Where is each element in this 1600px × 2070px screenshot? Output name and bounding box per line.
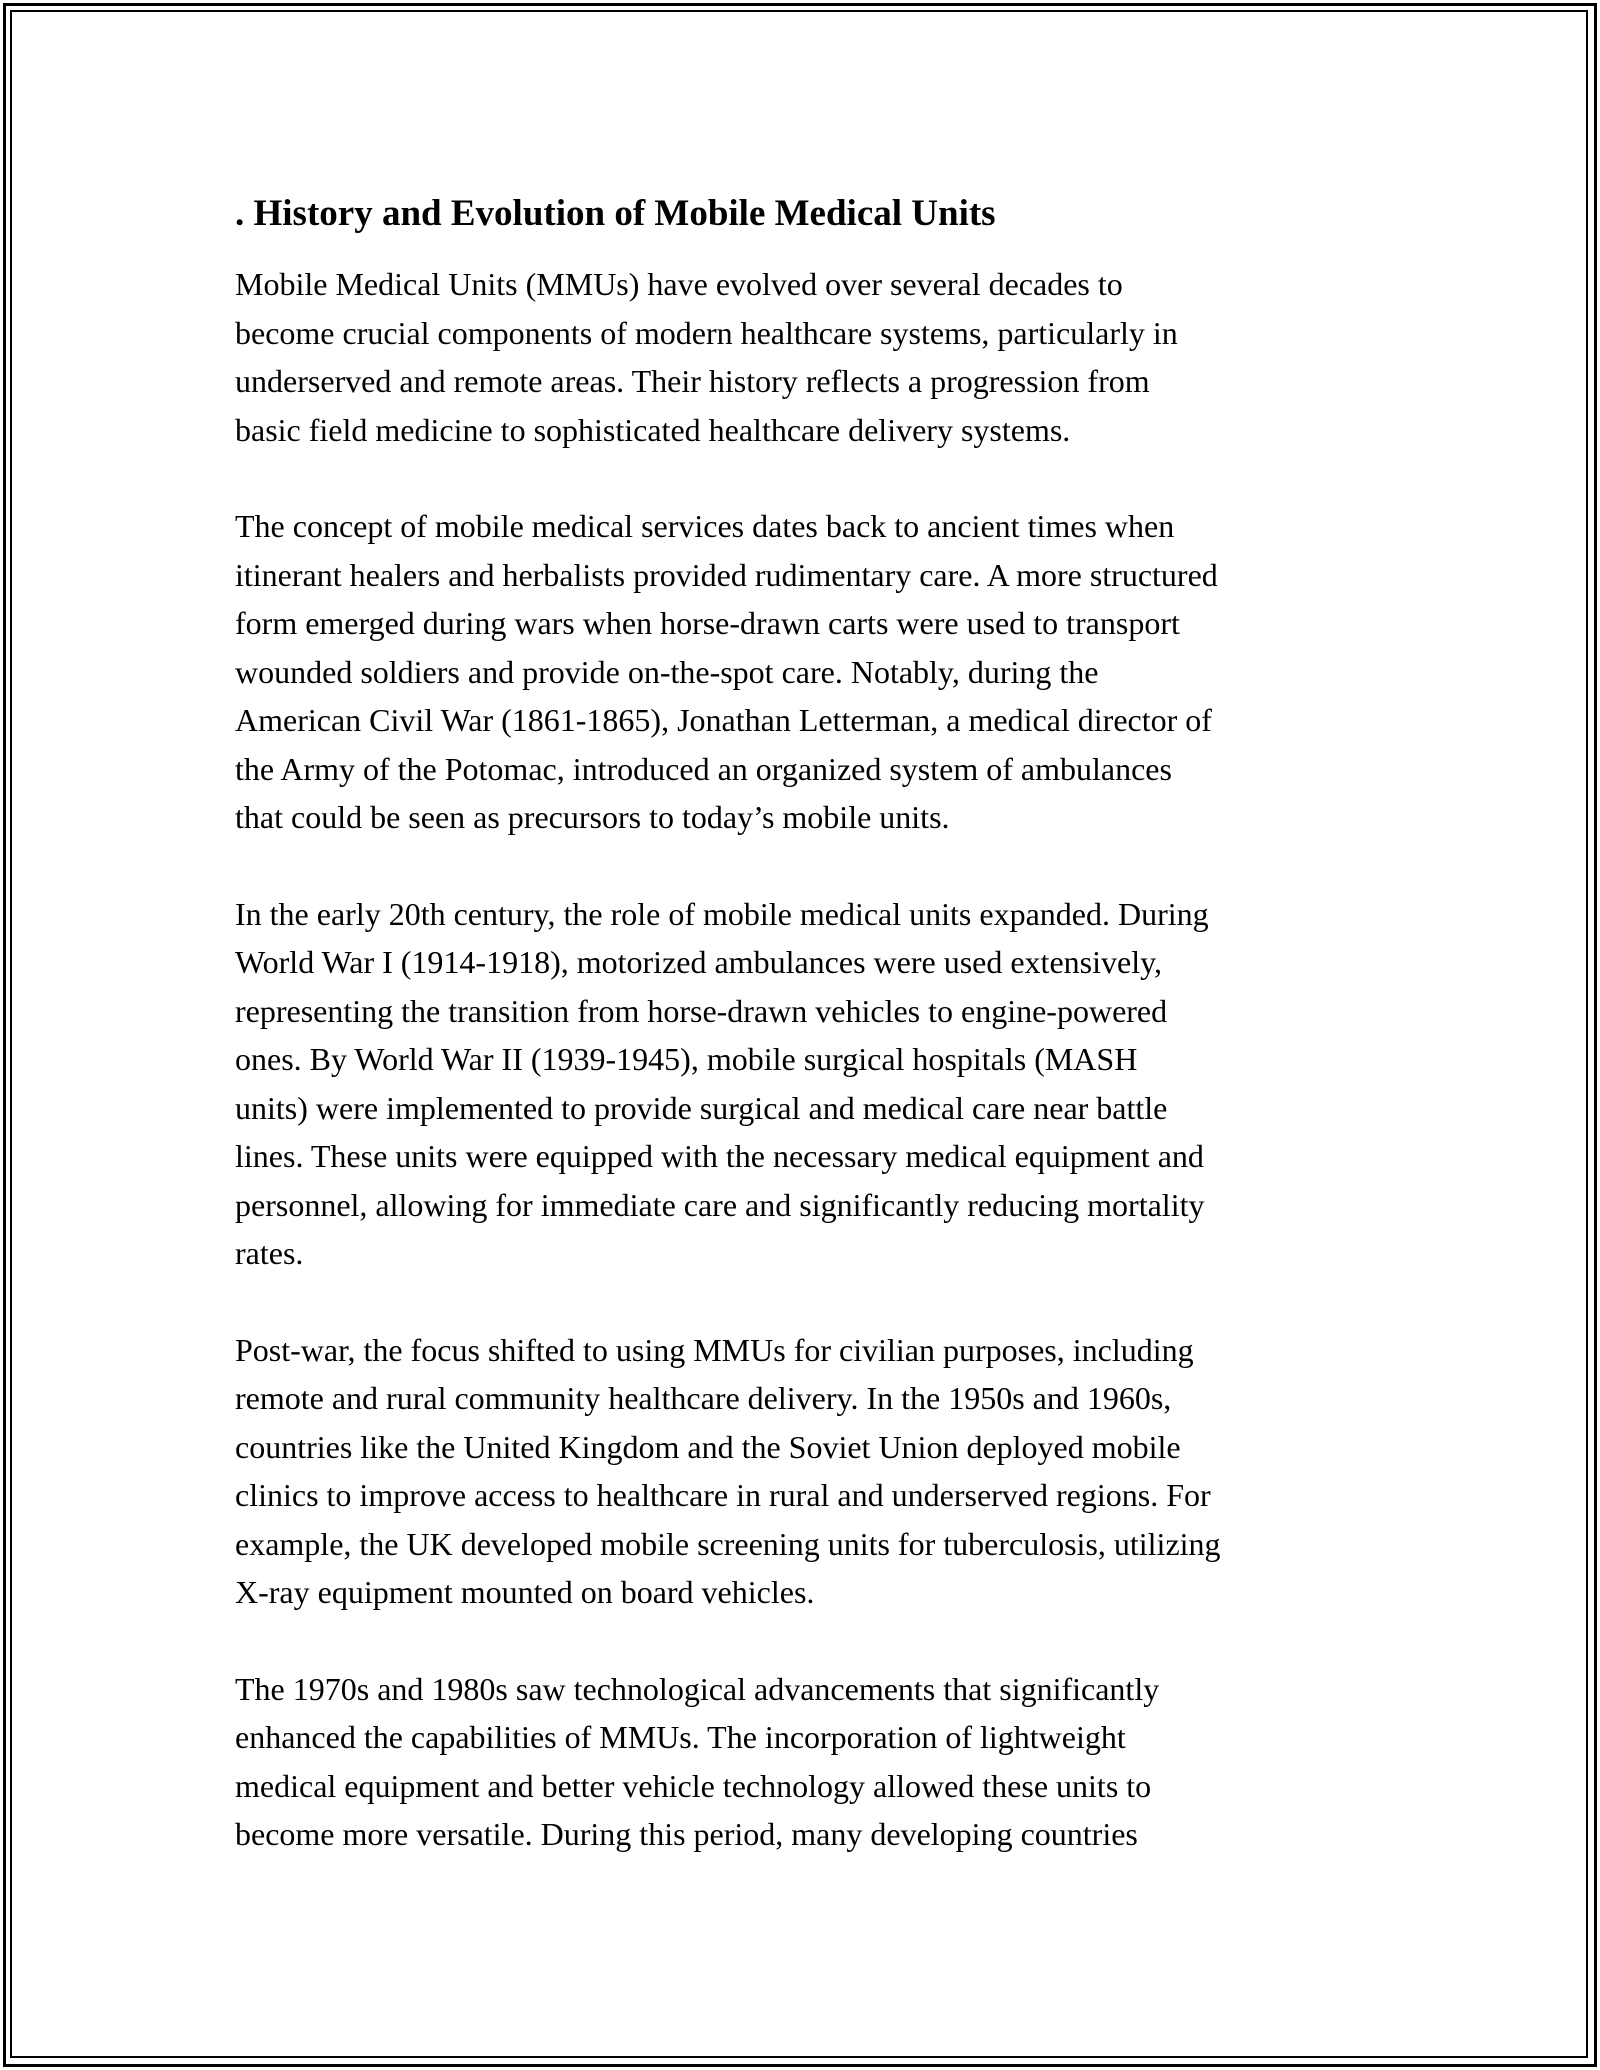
text-line: that could be seen as precursors to today’s mobile units. [235,799,950,835]
text-line: underserved and remote areas. Their history reflects a progression from [235,363,1150,399]
text-line: become more versatile. During this period, many developing countries [235,1816,1138,1852]
text-line: units) were implemented to provide surgical and medical care near battle [235,1089,1168,1126]
text-line: Mobile Medical Units (MMUs) have evolved over several decades to [235,266,1123,302]
paragraph-1 [235,260,1375,454]
paragraph-4 [235,1326,1375,1617]
text-line: rates. [235,1235,304,1271]
text-line: countries like the United Kingdom and the Soviet Union deployed mobile [235,1428,1181,1465]
text-line: example, the UK developed mobile screening units for tuberculosis, utilizing [235,1525,1221,1562]
text-line: clinics to improve access to healthcare in rural and underserved regions. For [235,1477,1211,1513]
paragraph-2 [235,502,1375,842]
text-line: remote and rural community healthcare delivery. In the 1950s and 1960s, [235,1380,1172,1416]
text-line: basic field medicine to sophisticated healthcare delivery systems. [235,411,1071,448]
paragraph-3 [235,890,1375,1278]
text-line: form emerged during wars when horse-drawn carts were used to transport [235,605,1180,641]
document-body [235,188,1375,1907]
text-line: personnel, allowing for immediate care and significantly reducing mortality [235,1186,1205,1223]
section-title: . History and Evolution of Mobile Medical Units [235,193,996,234]
text-line: The concept of mobile medical services dates back to ancient times when [235,508,1175,544]
text-line: itinerant healers and herbalists provided rudimentary care. A more structured [235,556,1218,593]
text-line: lines. These units were equipped with the necessary medical equipment and [235,1138,1204,1174]
text-line: The 1970s and 1980s saw technological advancements that significantly [235,1670,1160,1707]
text-line: medical equipment and better vehicle technology allowed these units to [235,1767,1152,1804]
text-line: In the early 20th century, the role of mobile medical units expanded. During [235,895,1209,932]
text-line: X-ray equipment mounted on board vehicles. [235,1574,815,1610]
text-line: representing the transition from horse-drawn vehicles to engine-powered [235,992,1168,1029]
text-line: enhanced the capabilities of MMUs. The incorporation of lightweight [235,1719,1126,1755]
text-line: Post-war, the focus shifted to using MMUs for civilian purposes, including [235,1331,1194,1368]
text-line: wounded soldiers and provide on-the-spot care. Notably, during the [235,653,1099,690]
paragraph-5 [235,1665,1375,1859]
text-line: become crucial components of modern healthcare systems, particularly in [235,314,1178,351]
text-line: World War I (1914-1918), motorized ambulances were used extensively, [235,944,1162,980]
text-line: American Civil War (1861-1865), Jonathan Letterman, a medical director of [235,702,1212,738]
text-line: ones. By World War II (1939-1945), mobile surgical hospitals (MASH [235,1041,1138,1077]
text-line: the Army of the Potomac, introduced an organized system of ambulances [235,750,1172,787]
